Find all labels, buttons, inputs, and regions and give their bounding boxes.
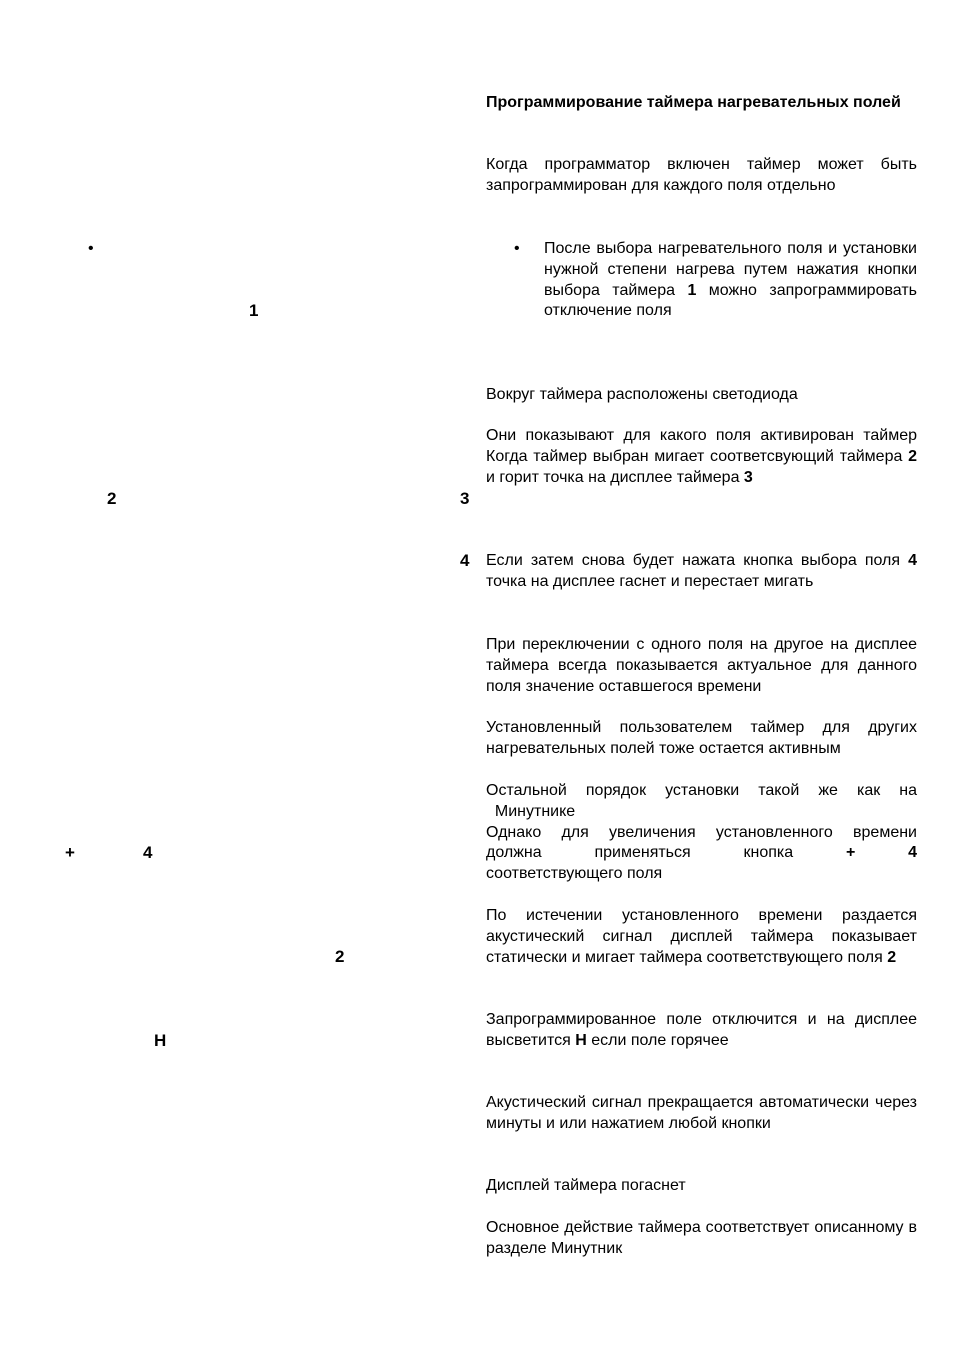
paragraph-acoustic: Акустический сигнал прекращается автоматически через минуты и или нажатием любой кнопки <box>486 1094 917 1132</box>
paragraph-programmer: Когда программатор включен таймер может быть запрограммирован для каждого поля отдельно <box>486 156 917 194</box>
paragraph-basic-action: Основное действие таймера соответствует описанному в разделе Минутник <box>486 1219 917 1257</box>
marker-4: 4 <box>460 551 470 570</box>
paragraph-display-off: Дисплей таймера погаснет <box>486 1177 686 1194</box>
page-title: Программирование таймера нагревательных полей <box>486 94 901 111</box>
paragraph-indicators: Они показывают для какого поля активирован таймер Когда таймер выбран мигает соответсвующий таймера 2 и горит точка на дисплее таймера 3 <box>486 427 917 486</box>
paragraph-switching: При переключении с одного поля на другое на дисплее таймера всегда показывается актуальное для данного поля значение оставшегося времени <box>486 636 917 695</box>
marker-2: 2 <box>107 489 117 508</box>
marker-4b: 4 <box>143 843 153 862</box>
paragraph-leds: Вокруг таймера расположены светодиода <box>486 386 798 403</box>
marker-3: 3 <box>460 489 470 508</box>
paragraph-expiry: По истечении установленного времени раздается акустический сигнал дисплей таймера показывает статически и мигает таймера соответствующего поля 2 <box>486 907 917 966</box>
marker-1: 1 <box>249 301 259 320</box>
left-bullet-dot: • <box>88 240 94 257</box>
paragraph-active-timers: Установленный пользователем таймер для других нагревательных полей тоже остается активным <box>486 719 917 757</box>
bullet-dot: • <box>514 240 520 257</box>
marker-h: H <box>154 1031 167 1050</box>
marker-2b: 2 <box>335 947 345 966</box>
marker-plus: + <box>65 843 75 862</box>
paragraph-procedure: Остальной порядок установки такой же как на Минутнике Однако для увеличения установленного времени должна применяться кнопка + 4 соответствующего поля <box>486 782 917 883</box>
bullet-paragraph: После выбора нагревательного поля и установки нужной степени нагрева путем нажатия кнопки выбора таймера 1 можно запрограммировать отключение поля <box>544 240 917 320</box>
paragraph-reselect: Если затем снова будет нажата кнопка выбора поля 4 точка на дисплее гаснет и перестает мигать <box>486 552 917 590</box>
paragraph-hot-indicator: Запрограммированное поле отключится и на дисплее высветится H если поле горячее <box>486 1011 917 1049</box>
